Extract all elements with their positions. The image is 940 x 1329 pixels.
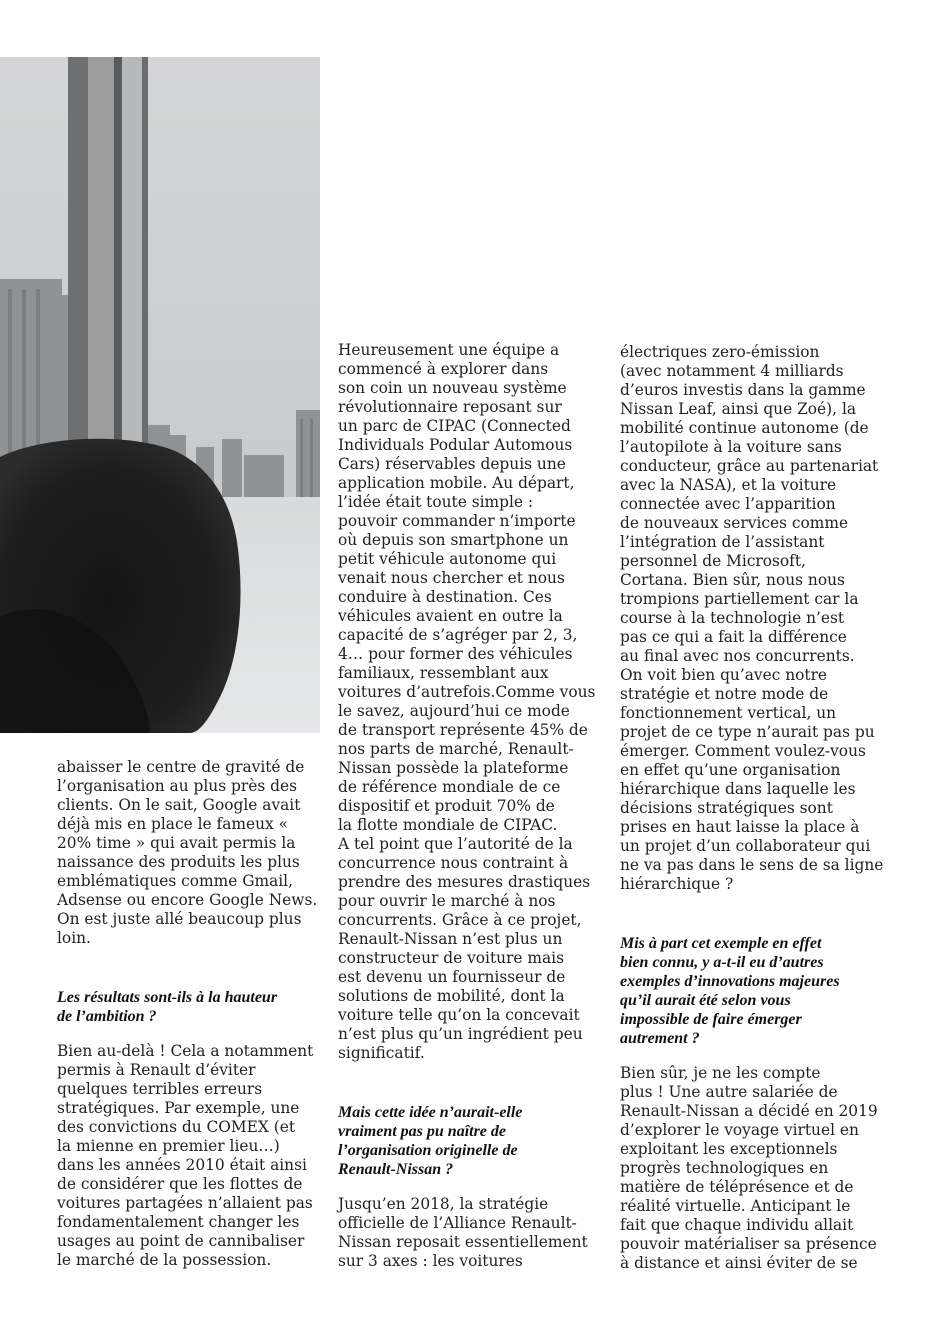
- question-results-ambition: Les résultats sont-ils à la hauteur de l’ambition ?: [57, 989, 278, 1025]
- column-1-paragraph-2: Bien au-delà ! Cela a notamment permis à Renault d’éviter quelques terribles erreurs stratégiques. Par exemple, une des convictions du COMEX (et la mienne en premier lieu…) dans les années 2010 était ainsi de considérer que les flottes de voitures partagées n’allaient pas fondamentalement changer les usages au point de cannibaliser le marché de la possession.: [57, 1042, 314, 1269]
- article-photo: [0, 57, 320, 733]
- car-in-office-window-icon: [0, 57, 320, 733]
- question-original-organisation: Mais cette idée n’aurait-elle vraiment pas pu naître de l’organisation originelle de Renault-Nissan ?: [338, 1104, 523, 1178]
- column-2: [338, 341, 603, 1271]
- question-other-innovations: Mis à part cet exemple en effet bien connu, y a-t-il eu d’autres exemples d’innovations majeures qu’il aurait été selon vous impossible de faire émerger autrement ?: [620, 935, 840, 1047]
- column-1: [57, 758, 322, 1270]
- column-2-paragraph-1: Heureusement une équipe a commencé à explorer dans son coin un nouveau système révolutionnaire reposant sur un parc de CIPAC (Connected Individuals Podular Automous Cars) réservables depuis une application mobile. Au départ, l’idée était toute simple : pouvoir commander n’importe où depuis son smartphone un petit véhicule autonome qui venait nous chercher et nous conduire à destination. Ces véhicules avaient en outre la capacité de s’agréger par 2, 3, 4… pour former des véhicules familiaux, ressemblant aux voitures d’autrefois.Comme vous le savez, aujourd’hui ce mode de transport représente 45% de nos parts de marché, Renault- Nissan possède la plateforme de référence mondiale de ce dispositif et produit 70% de la flotte mondiale de CIPAC. A tel point que l’autorité de la concurrence nous contraint à prendre des mesures drastiques pour ouvrir le marché à nos concurrents. Grâce à ce projet, Renault-Nissan n’est plus un constructeur de voiture mais est devenu un fournisseur de solutions de mobilité, dont la voiture telle qu’on la concevait n’est plus qu’un ingrédient peu significatif.: [338, 341, 596, 1062]
- column-3-paragraph-1: électriques zero-émission (avec notamment 4 milliards d’euros investis dans la gamme Nissan Leaf, ainsi que Zoé), la mobilité continue autonome (de l’autopilote à la voiture sans conducteur, grâce au partenariat avec la NASA), et la voiture connectée avec l’apparition de nouveaux services comme l’intégration de l’assistant personnel de Microsoft, Cortana. Bien sûr, nous nous trompions partiellement car la course à la technologie n’est pas ce qui a fait la différence au final avec nos concurrents. On voit bien qu’avec notre stratégie et notre mode de fonctionnement vertical, un projet de ce type n’aurait pas pu émerger. Comment voulez-vous en effet qu’une organisation hiérarchique dans laquelle les décisions stratégiques sont prises en haut laisse la place à un projet d’un collaborateur qui ne va pas dans le sens de sa ligne hiérarchique ?: [620, 343, 884, 893]
- column-1-paragraph-1: abaisser le centre de gravité de l’organisation au plus près des clients. On le sait, Google avait déjà mis en place le fameux « 20% time » qui avait permis la naissance des produits les plus emblématiques comme Gmail, Adsense ou encore Google News. On est juste allé beaucoup plus loin.: [57, 758, 318, 947]
- column-3: [620, 343, 890, 1273]
- column-3-paragraph-2: Bien sûr, je ne les compte plus ! Une autre salariée de Renault-Nissan a décidé en 2019 d’explorer le voyage virtuel en exploitant les exceptionnels progrès technologiques en matière de téléprésence et de réalité virtuelle. Anticipant le fait que chaque individu allait pouvoir matérialiser sa présence à distance et ainsi éviter de se: [620, 1064, 878, 1272]
- column-2-paragraph-2: Jusqu’en 2018, la stratégie officielle de l’Alliance Renault- Nissan reposait essentiellement sur 3 axes : les voitures: [338, 1195, 588, 1270]
